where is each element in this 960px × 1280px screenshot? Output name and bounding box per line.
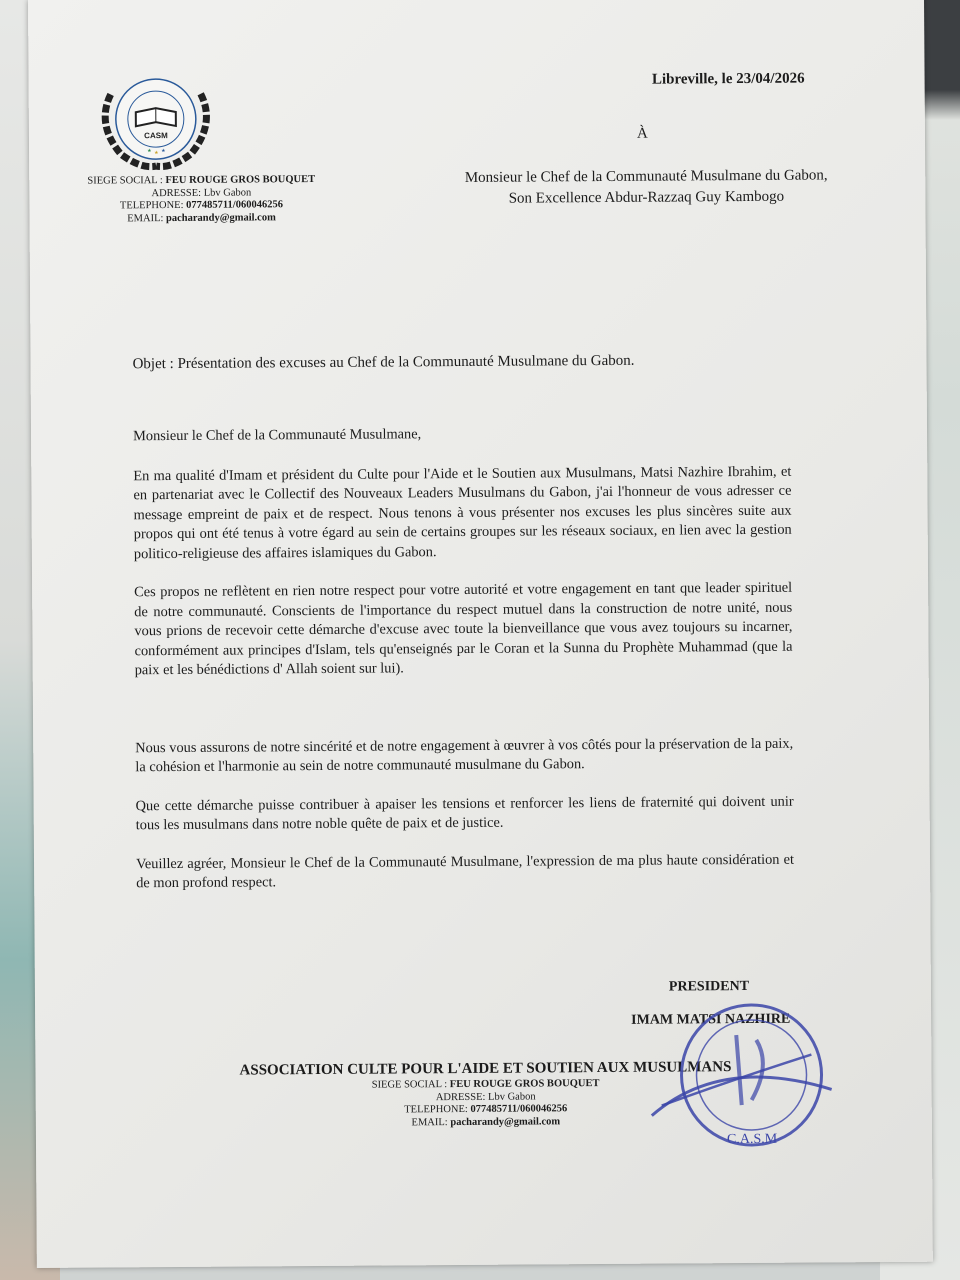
email-value: pacharandy@gmail.com xyxy=(165,211,276,224)
footer-email-value: pacharandy@gmail.com xyxy=(450,1115,561,1128)
svg-text:★: ★ xyxy=(147,149,152,155)
paragraph: Ces propos ne reflètent en rien notre respect pour votre autorité et votre engagement en tant que leader spirituel de notre communauté. Conscients de l'importance du respect mutuel dans la construction de notre unité, nous vous prions de recevoir cette démarche d'excuse avec toute la bienveillance que vous avez toujours su incarner, conformément aux principes d'Islam, tels qu'enseignés par le Coran et la Sunna du Prophète Muhammad (que la paix et les bénédictions d' Allah soient sur lui). xyxy=(134,579,793,679)
letter-body xyxy=(133,423,794,913)
address: ADRESSE: Lbv Gabon xyxy=(151,186,252,199)
svg-text:C.A.S.M: C.A.S.M xyxy=(726,1131,778,1148)
svg-text:CASM: CASM xyxy=(144,131,168,141)
association-name: ASSOCIATION CULTE POUR L'AIDE ET SOUTIEN AUX MUSULMANS xyxy=(239,1059,732,1079)
footer-phone-label: TELEPHONE: xyxy=(404,1103,471,1116)
signature-title: PRESIDENT xyxy=(668,978,750,995)
footer-email-label: EMAIL: xyxy=(411,1116,451,1128)
paragraph: En ma qualité d'Imam et président du Culte pour l'Aide et le Soutien aux Musulmans, Matsi Nazhire Ibrahim, et en partenariat avec le Collectif des Nouveaux Leaders Musulmans du Gabon, j'ai l'honneur de vous adresser ce message empreint de paix et de respect. Nous tenons à vous présenter nos excuses les plus sincères suite aux propos qui ont été tenus à votre égard au sein de certains groupes sur les réseaux sociaux, en lien avec la gestion politico-religieuse des affaires islamiques du Gabon. xyxy=(133,463,792,562)
paragraph: Nous vous assurons de notre sincérité et de notre engagement à œuvrer à vos côtés pour la préservation de la paix, la cohésion et l'harmonie au sein de notre communauté musulmane du Gabon. xyxy=(135,735,794,776)
email-label: EMAIL: xyxy=(127,212,167,224)
recipient: Monsieur le Chef de la Communauté Musulmane du Gabon, Son Excellence Abdur-Razzaq Guy Kambogo xyxy=(464,167,828,207)
siege-value: FEU ROUGE GROS BOUQUET xyxy=(165,174,316,187)
paragraph: Que cette démarche puisse contribuer à apaiser les tensions et renforcer les liens de fraternité qui doivent unir tous les musulmans dans notre noble quête de paix et de justice. xyxy=(135,793,794,834)
svg-text:★: ★ xyxy=(154,151,159,157)
footer-siege-value: FEU ROUGE GROS BOUQUET xyxy=(449,1078,600,1091)
footer-address: ADRESSE: Lbv Gabon xyxy=(435,1090,536,1103)
footer-siege-label: SIEGE SOCIAL : xyxy=(371,1079,450,1091)
date-line: Libreville, le 23/04/2026 xyxy=(651,70,805,88)
object-line: Objet : Présentation des excuses au Chef de la Communauté Musulmane du Gabon. xyxy=(132,352,635,373)
phone-value: 077485711/060046256 xyxy=(186,199,283,211)
siege-label: SIEGE SOCIAL : xyxy=(87,175,166,187)
svg-text:★: ★ xyxy=(161,149,166,155)
letterhead xyxy=(51,174,351,226)
letter-page xyxy=(28,0,933,1268)
to-marker: À xyxy=(636,125,648,142)
salutation: Monsieur le Chef de la Communauté Musulmane, xyxy=(132,426,422,445)
phone-label: TELEPHONE: xyxy=(119,199,187,212)
footer-phone-value: 077485711/060046256 xyxy=(470,1103,568,1115)
signature-name: IMAM MATSI NAZHIRE xyxy=(631,1011,791,1028)
paragraph: Veuillez agréer, Monsieur le Chef de la Communauté Musulmane, l'expression de ma plus haute considération et de mon profond respect. xyxy=(135,851,795,892)
official-stamp xyxy=(641,994,842,1155)
casm-logo xyxy=(91,74,222,175)
